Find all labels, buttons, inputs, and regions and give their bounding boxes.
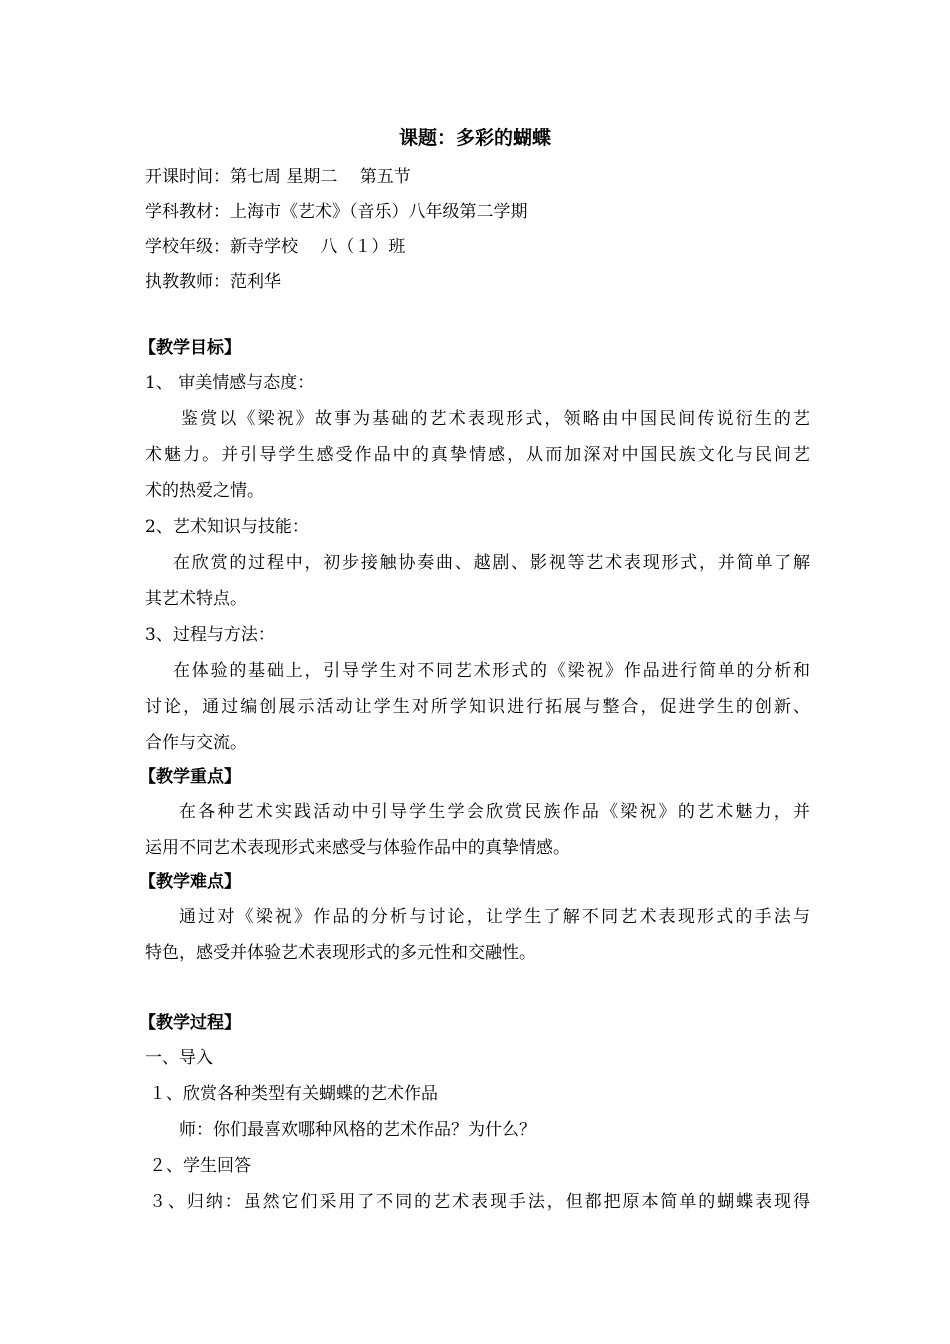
goal-1-line-2: 术魅力。并引导学生感受作品中的真挚情感，从而加深对中国民族文化与民间艺: [145, 445, 810, 465]
goal-1-line-1: 鉴赏以《梁祝》故事为基础的艺术表现形式，领略由中国民间传说衍生的艺: [181, 409, 810, 429]
goals-heading: 【教学目标】: [139, 338, 241, 358]
spacer: [145, 971, 810, 1007]
process-item-3: ３、归纳：虽然它们采用了不同的艺术表现手法，但都把原本简单的蝴蝶表现得: [149, 1192, 810, 1212]
process-heading: 【教学过程】: [139, 1013, 241, 1033]
goal-2-line-2: 其艺术特点。: [145, 589, 247, 609]
goal-2-line-1: 在欣赏的过程中，初步接触协奏曲、越剧、影视等艺术表现形式，并简单了解: [173, 553, 810, 573]
process-item-2: ２、学生回答: [149, 1156, 251, 1176]
difficulty-heading: 【教学难点】: [139, 872, 241, 892]
textbook: 学科教材：上海市《艺术》（音乐）八年级第二学期: [145, 202, 528, 222]
key-points-heading: 【教学重点】: [139, 767, 241, 787]
goal-2-title: 2、艺术知识与技能：: [145, 517, 309, 537]
class-time: 开课时间：第七周 星期二 第五节: [145, 167, 411, 187]
goal-1-line-3: 术的热爱之情。: [145, 481, 264, 501]
key-points-line-1: 在各种艺术实践活动中引导学生学会欣赏民族作品《梁祝》的艺术魅力，并: [179, 802, 810, 822]
teacher: 执教教师：范利华: [145, 272, 281, 292]
goal-3-line-2: 讨论，通过编创展示活动让学生对所学知识进行拓展与整合，促进学生的创新、: [145, 697, 810, 717]
lesson-info: [145, 160, 528, 300]
process-section-1: 一、导入: [145, 1048, 213, 1068]
goal-3-line-1: 在体验的基础上，引导学生对不同艺术形式的《梁祝》作品进行简单的分析和: [173, 661, 810, 681]
goal-3-line-3: 合作与交流。: [145, 733, 247, 753]
document-title: 课题：多彩的蝴蝶: [398, 127, 551, 149]
difficulty-line-1: 通过对《梁祝》作品的分析与讨论，让学生了解不同艺术表现形式的手法与: [179, 907, 810, 927]
process-item-1-question: 师：你们最喜欢哪种风格的艺术作品？为什么？: [179, 1120, 536, 1140]
goal-3-title: 3、过程与方法：: [145, 625, 275, 645]
goal-1-title: 1、 审美情感与态度：: [145, 373, 315, 393]
difficulty-line-2: 特色，感受并体验艺术表现形式的多元性和交融性。: [145, 943, 536, 963]
document-body: [139, 332, 810, 1220]
key-points-line-2: 运用不同艺术表现形式来感受与体验作品中的真挚情感。: [145, 838, 570, 858]
process-item-1: １、欣赏各种类型有关蝴蝶的艺术作品: [149, 1084, 438, 1104]
school-grade: 学校年级：新寺学校 八（１）班: [145, 237, 406, 257]
